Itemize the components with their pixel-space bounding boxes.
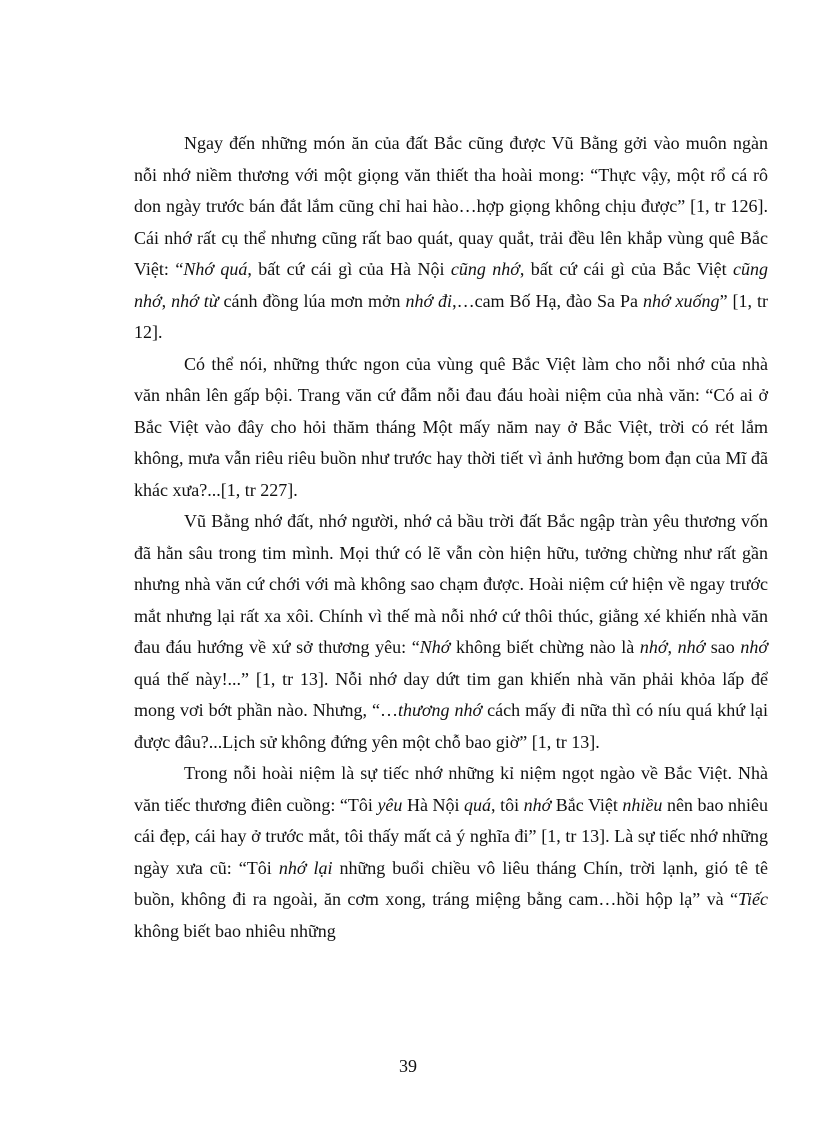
italic-text: nhớ (639, 637, 668, 657)
paragraph-4 (134, 758, 768, 947)
italic-text: yêu (377, 794, 403, 815)
text-run: không biết bao nhiêu những (134, 920, 336, 941)
italic-text: nhớ từ (171, 290, 219, 311)
text-run: không biết chừng nào là (450, 637, 640, 657)
italic-text: nhớ (523, 794, 552, 815)
page-number: 39 (399, 1056, 417, 1076)
italic-text: nhớ đi (405, 290, 453, 311)
text-run: , (161, 290, 172, 311)
text-run: nên bao nhiêu cái đẹp, cái hay ở trước mắt, tôi thấy mất cả ý nghĩa đi” [1, tr 13]. Là sự tiếc nhớ những ngày xưa cũ: “Tôi (134, 794, 768, 878)
italic-text: thương nhớ (398, 700, 483, 720)
body-text (134, 128, 768, 947)
text-run: Trong nỗi hoài niệm là sự tiếc nhớ những kỉ niệm ngọt ngào về Bắc Việt. Nhà văn tiếc thương điên cuồng: “Tôi (134, 763, 768, 815)
text-run: Có thể nói, những thức ngon của vùng quê Bắc Việt làm cho nỗi nhớ của nhà văn nhân lên gấp bội. Trang văn cứ đẫm nỗi đau đáu hoài niệm của nhà văn: “Có ai ở Bắc Việt vào đây cho hỏi thăm tháng Một mấy năm nay ở Bắc Việt, trời có rét lắm không, mưa vẫn riêu riêu buồn như trước hay thời tiết vì ảnh hưởng bom đạn của Mĩ đã khác xưa?...[1, tr 227]. (134, 353, 768, 500)
text-run: Bắc Việt (551, 794, 623, 815)
paragraph-3 (134, 506, 768, 758)
italic-text: nhớ lại (278, 857, 333, 878)
text-run: cánh đồng lúa mơn mởn (218, 290, 406, 311)
italic-text: quá (464, 794, 492, 815)
italic-text: nhiều (622, 794, 663, 815)
paragraph-2 (134, 349, 768, 507)
text-run: , tôi (491, 794, 524, 815)
text-run: ” [1, tr 12]. (134, 290, 769, 342)
text-run: Vũ Bằng nhớ đất, nhớ người, nhớ cả bầu trời đất Bắc ngập tràn yêu thương vốn đã hằn sâu trong tim mình. Mọi thứ có lẽ vẫn còn hiện hữu, tưởng chừng như rất gần nhưng nhà văn cứ chới với mà không sao chạm được. Hoài niệm cứ hiện về ngay trước mắt nhưng lại rất xa xôi. Chính vì thế mà nỗi nhớ cứ thôi thúc, giằng xé khiến nhà văn đau đáu hướng về xứ sở thương yêu: “ (134, 511, 768, 657)
text-run: những buổi chiều vô liêu tháng Chín, trời lạnh, gió tê tê buồn, không đi ra ngoài, ăn cơm xong, tráng miệng bằng cam…hồi hộp lạ” và “ (134, 857, 768, 909)
text-run: quá thế này!...” [1, tr 13]. Nỗi nhớ day dứt tim gan khiến nhà văn phải khỏa lấp để mong vơi bớt phần nào. Nhưng, “… (134, 668, 768, 720)
italic-text: Nhớ (419, 637, 451, 657)
text-run: , bất cứ cái gì của Hà Nội (247, 259, 451, 279)
text-run: , (667, 637, 678, 657)
text-run: ,…cam Bố Hạ, đào Sa Pa (452, 290, 643, 311)
italic-text: nhớ xuống (642, 290, 720, 311)
text-run: Ngay đến những món ăn của đất Bắc cũng được Vũ Bằng gởi vào muôn ngàn nỗi nhớ niềm thương với một giọng văn thiết tha hoài mong: “Thực vậy, một rổ cá rô don ngày trước bán đắt lắm cũng chỉ hai hào…hợp giọng không chịu được” [1, tr 126]. Cái nhớ rất cụ thể nhưng cũng rất bao quát, quay quắt, trải đều lên khắp vùng quê Bắc Việt: “ (134, 133, 768, 279)
text-run: sao (705, 637, 741, 657)
paragraph-1 (134, 128, 768, 349)
text-run: , bất cứ cái gì của Bắc Việt (519, 259, 733, 279)
italic-text: nhớ (677, 637, 706, 657)
italic-text: nhớ (740, 637, 769, 657)
text-run: cách mấy đi nữa thì có níu quá khứ lại được đâu?...Lịch sử không đứng yên một chỗ bao giờ” [1, tr 13]. (134, 700, 769, 752)
italic-text: cũng nhớ (450, 259, 520, 279)
italic-text: cũng nhớ (134, 259, 768, 311)
italic-text: Nhớ quá (183, 259, 248, 279)
text-run: Hà Nội (402, 794, 465, 815)
italic-text: Tiếc (738, 889, 768, 909)
